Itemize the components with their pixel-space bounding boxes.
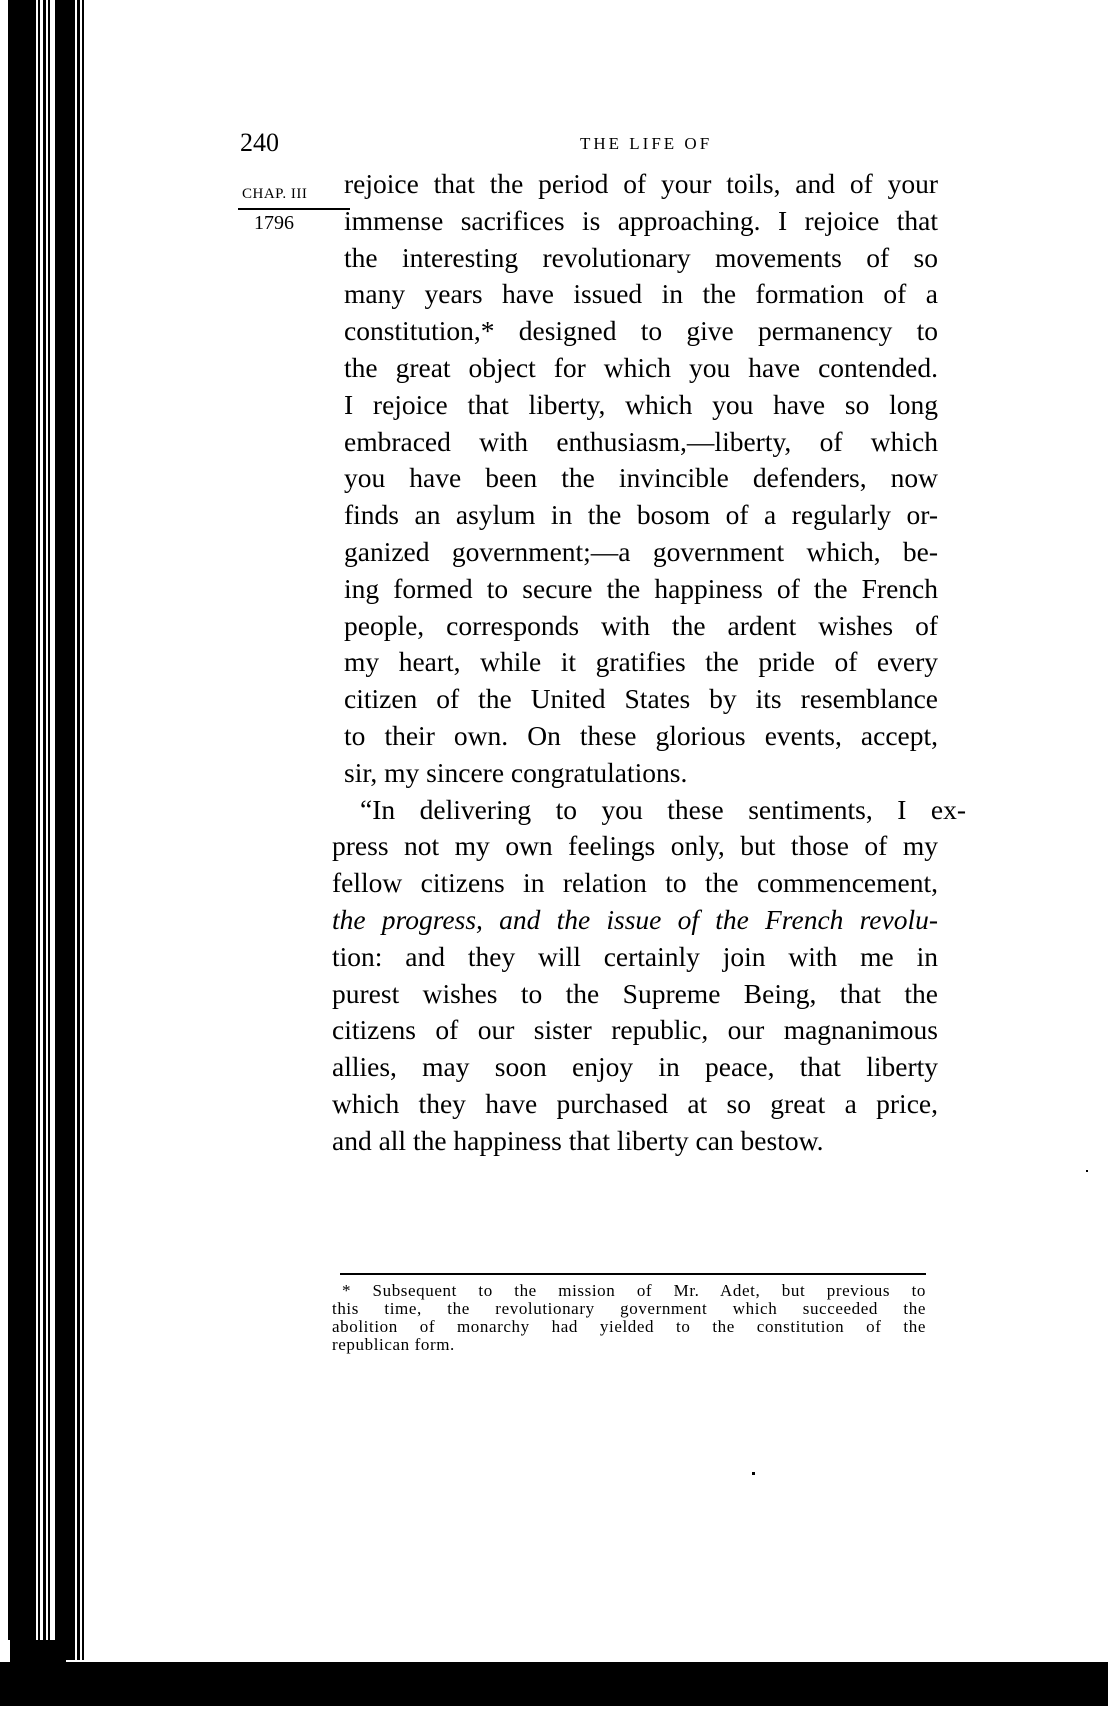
- text-line: I rejoice that liberty, which you have so long: [344, 388, 938, 420]
- text-line: rejoice that the period of your toils, and of your: [344, 168, 938, 199]
- text-line: fellow citizens in relation to the commencement,: [332, 867, 938, 899]
- footnote-line: abolition of monarchy had yielded to the constitution of the: [332, 1317, 926, 1336]
- footnote-line: this time, the revolutionary government which succeeded the: [332, 1299, 926, 1318]
- spine-line: [77, 0, 80, 1660]
- scan-speck: [752, 1472, 755, 1475]
- text-line: the great object for which you have contended.: [344, 351, 938, 383]
- text-line: and all the happiness that liberty can bestow.: [332, 1124, 824, 1156]
- text-line: you have been the invincible defenders, now: [344, 462, 938, 494]
- running-head: [240, 128, 1020, 158]
- text-line: citizen of the United States by its resemblance: [344, 683, 938, 715]
- text-line: the interesting revolutionary movements of so: [344, 241, 938, 273]
- spine-band: [55, 0, 75, 1660]
- spine-line: [82, 0, 84, 1660]
- text-line: many years have issued in the formation of a: [344, 278, 938, 310]
- text-line: press not my own feelings only, but those of my: [332, 830, 938, 862]
- text-line: constitution,* designed to give permanency to: [344, 315, 938, 347]
- text-line: sir, my sincere congratulations.: [344, 756, 688, 788]
- text-line: people, corresponds with the ardent wishes of: [344, 609, 938, 641]
- text-line: to their own. On these glorious events, accept,: [344, 719, 938, 751]
- margin-chapter: CHAP. III: [242, 186, 308, 202]
- page-bottom-edge: [0, 1662, 1108, 1706]
- text-line: purest wishes to the Supreme Being, that the: [332, 977, 938, 1009]
- text-line: citizens of our sister republic, our magnanimous: [332, 1014, 938, 1046]
- paragraph-2: [332, 792, 966, 1160]
- paragraph-1: [344, 166, 938, 792]
- text-line: allies, may soon enjoy in peace, that liberty: [332, 1051, 938, 1083]
- book-spine-shadow: [0, 0, 90, 1714]
- margin-rule: [238, 208, 350, 210]
- spine-line: [48, 0, 50, 1660]
- text-line: “In delivering to you these sentiments, I ex-: [360, 793, 966, 825]
- spine-band: [8, 0, 36, 1640]
- text-line: my heart, while it gratifies the pride of every: [344, 646, 938, 678]
- page-bottom-margin: [0, 1706, 1108, 1714]
- text-line: immense sacrifices is approaching. I rejoice that: [344, 204, 938, 236]
- text-line: finds an asylum in the bosom of a regularly or-: [344, 499, 938, 531]
- margin-year: 1796: [254, 212, 294, 234]
- scan-speck: [1086, 1170, 1088, 1172]
- body-text: [332, 166, 966, 1160]
- text-line: which they have purchased at so great a price,: [332, 1087, 938, 1119]
- spine-line: [43, 0, 46, 1640]
- footnote: [332, 1282, 926, 1354]
- text-line: embraced with enthusiasm,—liberty, of which: [344, 425, 938, 457]
- running-title: THE LIFE OF: [580, 134, 713, 153]
- text-line: the progress, and the issue of the French revolu-: [332, 903, 938, 935]
- page-number: 240: [240, 128, 279, 157]
- footnote-line: republican form.: [332, 1335, 455, 1354]
- spine-corner: [10, 1640, 66, 1662]
- footnote-rule: [340, 1273, 926, 1275]
- text-line: tion: and they will certainly join with me in: [332, 940, 938, 972]
- spine-line: [38, 0, 40, 1640]
- text-line: ganized government;—a government which, be-: [344, 535, 938, 567]
- margin-notes: [238, 182, 356, 235]
- text-line: ing formed to secure the happiness of the French: [344, 572, 938, 604]
- footnote-line: * Subsequent to the mission of Mr. Adet, but previous to: [342, 1281, 926, 1300]
